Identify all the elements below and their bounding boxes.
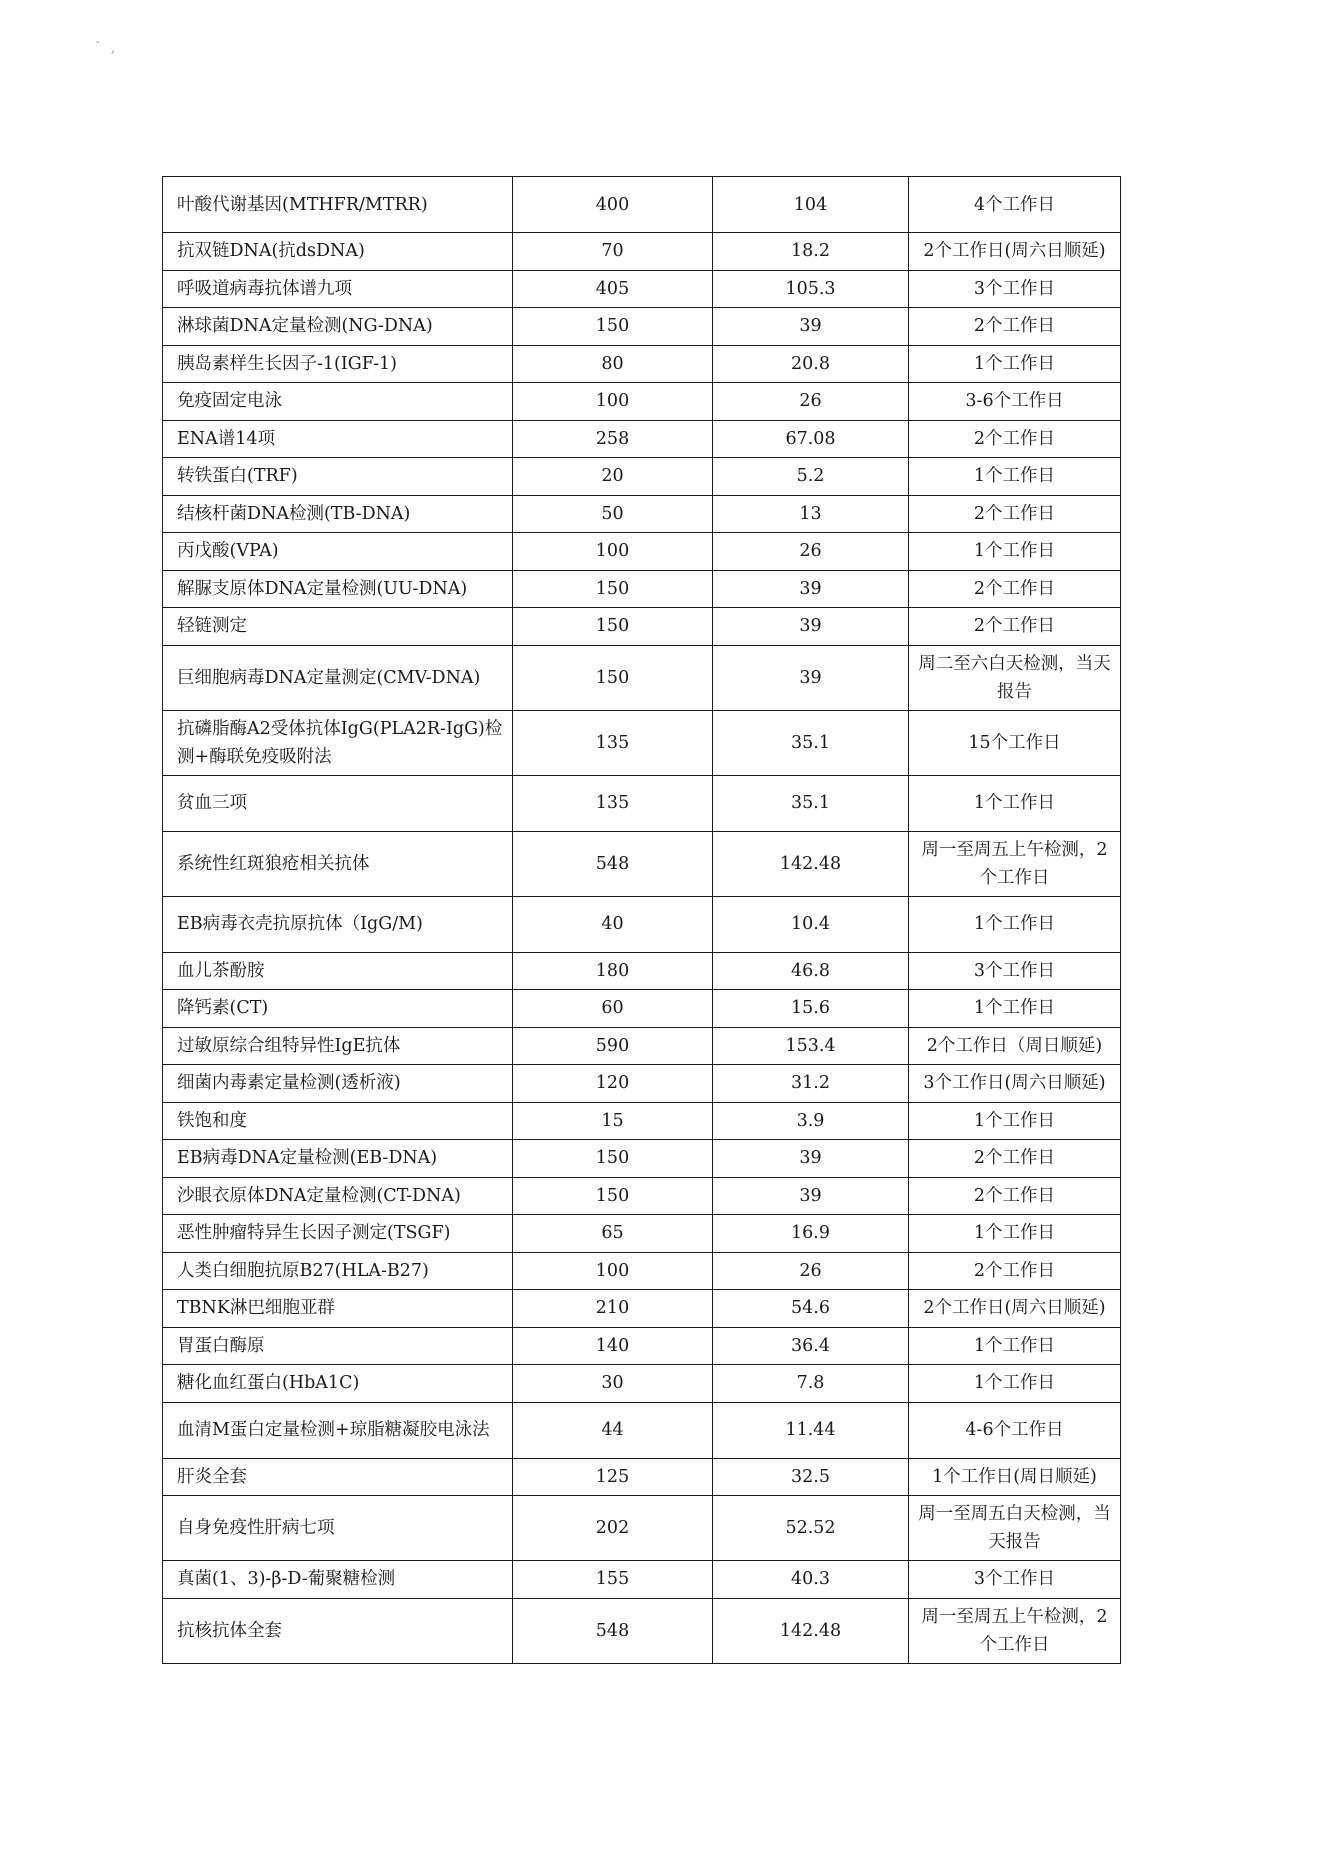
price-cell: 150 — [513, 1140, 713, 1178]
table-row — [163, 645, 1121, 710]
turnaround-cell: 2个工作日 — [909, 608, 1121, 646]
table-row — [163, 420, 1121, 458]
table-row — [163, 1402, 1121, 1458]
price-cell: 65 — [513, 1215, 713, 1253]
table-row — [163, 270, 1121, 308]
test-name-cell: 叶酸代谢基因(MTHFR/MTRR) — [163, 177, 513, 233]
table-row — [163, 1598, 1121, 1663]
price2-cell: 13 — [713, 495, 909, 533]
test-name-cell: EB病毒衣壳抗原抗体（IgG/M) — [163, 896, 513, 952]
table-row — [163, 233, 1121, 271]
test-name-cell: 沙眼衣原体DNA定量检测(CT-DNA) — [163, 1177, 513, 1215]
table-row — [163, 608, 1121, 646]
turnaround-cell: 3个工作日 — [909, 270, 1121, 308]
turnaround-cell: 1个工作日(周日顺延) — [909, 1458, 1121, 1496]
price-cell: 150 — [513, 1177, 713, 1215]
turnaround-cell: 1个工作日 — [909, 1102, 1121, 1140]
turnaround-cell: 1个工作日 — [909, 1215, 1121, 1253]
price-cell: 100 — [513, 533, 713, 571]
price-cell: 155 — [513, 1561, 713, 1599]
price-cell: 120 — [513, 1065, 713, 1103]
price2-cell: 7.8 — [713, 1365, 909, 1403]
price2-cell: 39 — [713, 570, 909, 608]
turnaround-cell: 1个工作日 — [909, 345, 1121, 383]
price2-cell: 16.9 — [713, 1215, 909, 1253]
test-name-cell: 血清M蛋白定量检测+琼脂糖凝胶电泳法 — [163, 1402, 513, 1458]
table-row — [163, 1327, 1121, 1365]
turnaround-cell: 周一至周五上午检测，2个工作日 — [909, 1598, 1121, 1663]
test-name-cell: TBNK淋巴细胞亚群 — [163, 1290, 513, 1328]
table-row — [163, 1252, 1121, 1290]
price2-cell: 52.52 — [713, 1496, 909, 1561]
table-row — [163, 990, 1121, 1028]
price2-cell: 3.9 — [713, 1102, 909, 1140]
test-name-cell: 过敏原综合组特异性IgE抗体 — [163, 1027, 513, 1065]
turnaround-cell: 周一至周五白天检测，当天报告 — [909, 1496, 1121, 1561]
price2-cell: 67.08 — [713, 420, 909, 458]
test-name-cell: EB病毒DNA定量检测(EB-DNA) — [163, 1140, 513, 1178]
test-name-cell: 恶性肿瘤特异生长因子测定(TSGF) — [163, 1215, 513, 1253]
price-cell: 50 — [513, 495, 713, 533]
test-name-cell: 解脲支原体DNA定量检测(UU-DNA) — [163, 570, 513, 608]
price-cell: 548 — [513, 1598, 713, 1663]
test-name-cell: 巨细胞病毒DNA定量测定(CMV-DNA) — [163, 645, 513, 710]
price2-cell: 18.2 — [713, 233, 909, 271]
turnaround-cell: 2个工作日 — [909, 1177, 1121, 1215]
price2-cell: 20.8 — [713, 345, 909, 383]
turnaround-cell: 2个工作日 — [909, 1140, 1121, 1178]
table-row — [163, 1215, 1121, 1253]
price2-cell: 26 — [713, 533, 909, 571]
turnaround-cell: 3个工作日 — [909, 1561, 1121, 1599]
turnaround-cell: 周一至周五上午检测，2个工作日 — [909, 831, 1121, 896]
table-row — [163, 775, 1121, 831]
price2-cell: 35.1 — [713, 710, 909, 775]
price2-cell: 26 — [713, 383, 909, 421]
turnaround-cell: 2个工作日 — [909, 308, 1121, 346]
price2-cell: 142.48 — [713, 831, 909, 896]
price2-cell: 39 — [713, 1177, 909, 1215]
price2-cell: 46.8 — [713, 952, 909, 990]
test-name-cell: 结核杆菌DNA检测(TB-DNA) — [163, 495, 513, 533]
price2-cell: 104 — [713, 177, 909, 233]
turnaround-cell: 周二至六白天检测，当天报告 — [909, 645, 1121, 710]
turnaround-cell: 2个工作日 — [909, 420, 1121, 458]
table-row — [163, 1561, 1121, 1599]
turnaround-cell: 1个工作日 — [909, 1365, 1121, 1403]
price-cell: 150 — [513, 608, 713, 646]
table-row — [163, 570, 1121, 608]
price-cell: 80 — [513, 345, 713, 383]
price-cell: 125 — [513, 1458, 713, 1496]
test-name-cell: 系统性红斑狼疮相关抗体 — [163, 831, 513, 896]
price2-cell: 11.44 — [713, 1402, 909, 1458]
test-name-cell: 抗双链DNA(抗dsDNA) — [163, 233, 513, 271]
price-cell: 100 — [513, 383, 713, 421]
price-cell: 30 — [513, 1365, 713, 1403]
price2-cell: 39 — [713, 308, 909, 346]
price-cell: 210 — [513, 1290, 713, 1328]
turnaround-cell: 2个工作日(周六日顺延) — [909, 233, 1121, 271]
table-row — [163, 1290, 1121, 1328]
scan-specks: ` , — [95, 40, 116, 56]
test-name-cell: 胃蛋白酶原 — [163, 1327, 513, 1365]
price2-cell: 39 — [713, 608, 909, 646]
price2-cell: 142.48 — [713, 1598, 909, 1663]
price-cell: 140 — [513, 1327, 713, 1365]
table-row — [163, 1027, 1121, 1065]
test-name-cell: 铁饱和度 — [163, 1102, 513, 1140]
table-row — [163, 1177, 1121, 1215]
table-row — [163, 1065, 1121, 1103]
turnaround-cell: 3个工作日(周六日顺延) — [909, 1065, 1121, 1103]
price-cell: 40 — [513, 896, 713, 952]
turnaround-cell: 2个工作日 — [909, 570, 1121, 608]
price-cell: 258 — [513, 420, 713, 458]
table-row — [163, 1365, 1121, 1403]
test-name-cell: 细菌内毒素定量检测(透析液) — [163, 1065, 513, 1103]
price2-cell: 35.1 — [713, 775, 909, 831]
test-name-cell: 淋球菌DNA定量检测(NG-DNA) — [163, 308, 513, 346]
price-cell: 150 — [513, 308, 713, 346]
price2-cell: 15.6 — [713, 990, 909, 1028]
table-row — [163, 533, 1121, 571]
test-name-cell: 贫血三项 — [163, 775, 513, 831]
table-row — [163, 177, 1121, 233]
turnaround-cell: 3个工作日 — [909, 952, 1121, 990]
price2-cell: 105.3 — [713, 270, 909, 308]
table-row — [163, 383, 1121, 421]
turnaround-cell: 3-6个工作日 — [909, 383, 1121, 421]
test-name-cell: 人类白细胞抗原B27(HLA-B27) — [163, 1252, 513, 1290]
price-cell: 150 — [513, 570, 713, 608]
test-name-cell: 血儿茶酚胺 — [163, 952, 513, 990]
table-row — [163, 1102, 1121, 1140]
turnaround-cell: 1个工作日 — [909, 458, 1121, 496]
table-row — [163, 1140, 1121, 1178]
price2-cell: 54.6 — [713, 1290, 909, 1328]
turnaround-cell: 1个工作日 — [909, 990, 1121, 1028]
price2-cell: 36.4 — [713, 1327, 909, 1365]
price-cell: 400 — [513, 177, 713, 233]
price-cell: 70 — [513, 233, 713, 271]
price2-cell: 31.2 — [713, 1065, 909, 1103]
price2-cell: 40.3 — [713, 1561, 909, 1599]
test-name-cell: 丙戊酸(VPA) — [163, 533, 513, 571]
price-cell: 150 — [513, 645, 713, 710]
test-name-cell: 抗磷脂酶A2受体抗体IgG(PLA2R-IgG)检测+酶联免疫吸附法 — [163, 710, 513, 775]
price-cell: 180 — [513, 952, 713, 990]
turnaround-cell: 4-6个工作日 — [909, 1402, 1121, 1458]
table-row — [163, 308, 1121, 346]
turnaround-cell: 2个工作日 — [909, 495, 1121, 533]
price2-cell: 32.5 — [713, 1458, 909, 1496]
turnaround-cell: 4个工作日 — [909, 177, 1121, 233]
test-name-cell: 降钙素(CT) — [163, 990, 513, 1028]
price-cell: 100 — [513, 1252, 713, 1290]
test-name-cell: 轻链测定 — [163, 608, 513, 646]
test-name-cell: 自身免疫性肝病七项 — [163, 1496, 513, 1561]
turnaround-cell: 15个工作日 — [909, 710, 1121, 775]
turnaround-cell: 2个工作日(周六日顺延) — [909, 1290, 1121, 1328]
price-cell: 20 — [513, 458, 713, 496]
turnaround-cell: 2个工作日 — [909, 1252, 1121, 1290]
turnaround-cell: 1个工作日 — [909, 896, 1121, 952]
price2-cell: 39 — [713, 645, 909, 710]
table-row — [163, 1496, 1121, 1561]
price-cell: 15 — [513, 1102, 713, 1140]
table-row — [163, 495, 1121, 533]
price-cell: 548 — [513, 831, 713, 896]
table-row — [163, 710, 1121, 775]
price2-cell: 5.2 — [713, 458, 909, 496]
price-cell: 405 — [513, 270, 713, 308]
table-row — [163, 831, 1121, 896]
table-row — [163, 345, 1121, 383]
price-cell: 590 — [513, 1027, 713, 1065]
test-name-cell: 肝炎全套 — [163, 1458, 513, 1496]
test-name-cell: 抗核抗体全套 — [163, 1598, 513, 1663]
price-cell: 135 — [513, 710, 713, 775]
test-name-cell: ENA谱14项 — [163, 420, 513, 458]
price-cell: 60 — [513, 990, 713, 1028]
table-row — [163, 458, 1121, 496]
turnaround-cell: 1个工作日 — [909, 533, 1121, 571]
turnaround-cell: 2个工作日（周日顺延) — [909, 1027, 1121, 1065]
test-name-cell: 胰岛素样生长因子-1(IGF-1) — [163, 345, 513, 383]
test-name-cell: 转铁蛋白(TRF) — [163, 458, 513, 496]
test-name-cell: 免疫固定电泳 — [163, 383, 513, 421]
price-table — [162, 176, 1121, 1664]
table-row — [163, 896, 1121, 952]
price2-cell: 39 — [713, 1140, 909, 1178]
table-row — [163, 1458, 1121, 1496]
price-cell: 44 — [513, 1402, 713, 1458]
price2-cell: 26 — [713, 1252, 909, 1290]
price2-cell: 10.4 — [713, 896, 909, 952]
price2-cell: 153.4 — [713, 1027, 909, 1065]
table-row — [163, 952, 1121, 990]
price-cell: 202 — [513, 1496, 713, 1561]
test-name-cell: 呼吸道病毒抗体谱九项 — [163, 270, 513, 308]
test-name-cell: 糖化血红蛋白(HbA1C) — [163, 1365, 513, 1403]
turnaround-cell: 1个工作日 — [909, 775, 1121, 831]
price-cell: 135 — [513, 775, 713, 831]
turnaround-cell: 1个工作日 — [909, 1327, 1121, 1365]
test-name-cell: 真菌(1、3)-β-D-葡聚糖检测 — [163, 1561, 513, 1599]
